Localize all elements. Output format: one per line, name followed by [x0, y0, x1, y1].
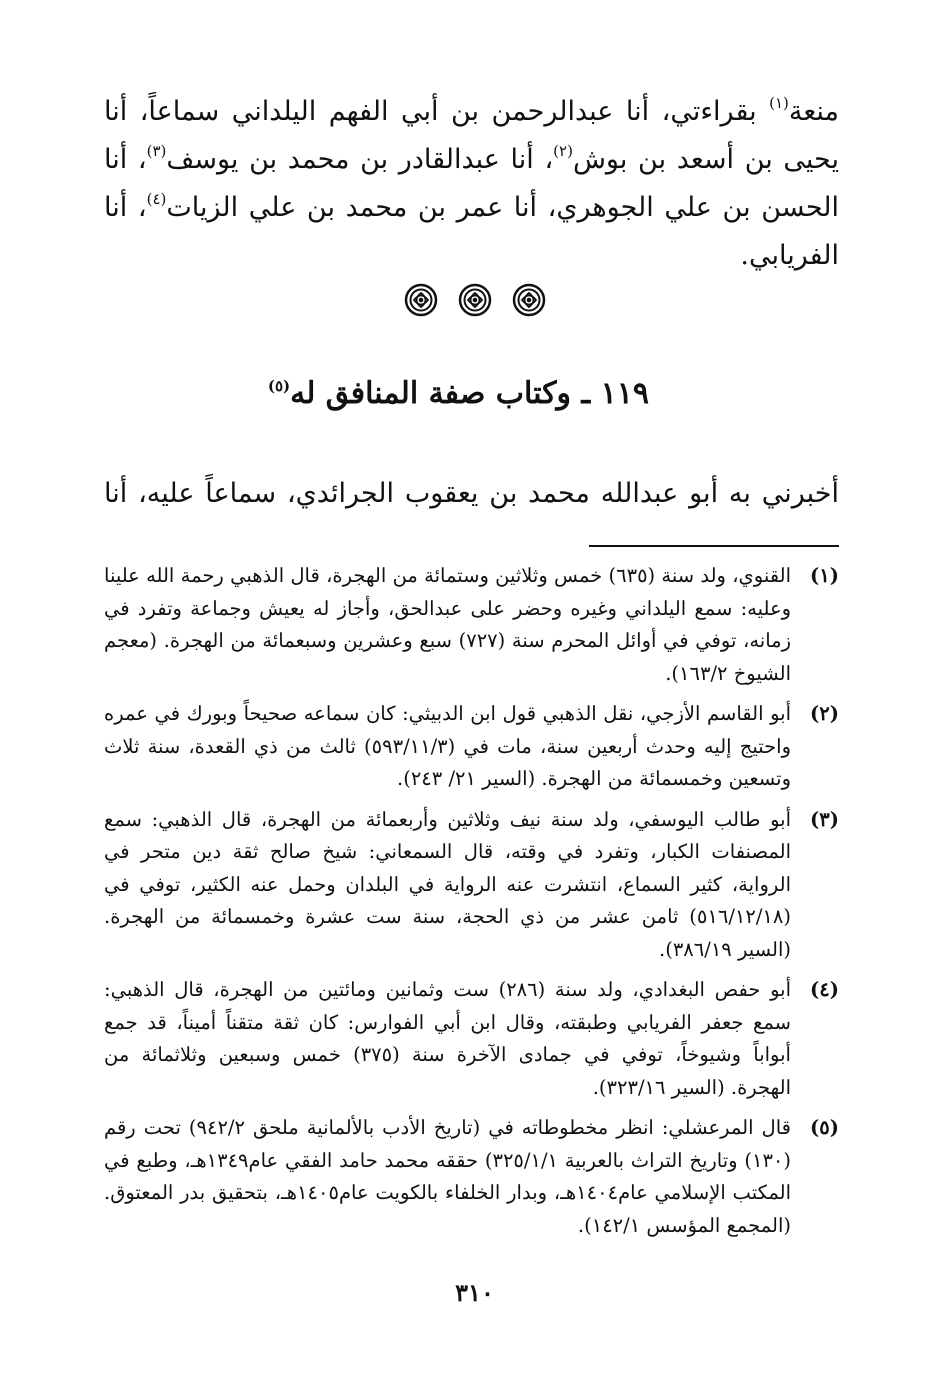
footnote-ref[interactable]: (٢) — [553, 142, 573, 160]
text-run: ، أنا الفريابي. — [104, 192, 839, 271]
footnote-ref[interactable]: (٣) — [146, 142, 167, 160]
footnote-2 — [104, 698, 839, 796]
footnote-number: (٢) — [810, 702, 839, 725]
text-run: منعة — [788, 96, 839, 127]
main-text-block — [104, 88, 839, 280]
section-divider — [0, 283, 949, 317]
footnote-text: أبو حفص البغدادي، ولد سنة (٢٨٦) ست وثمانين ومائتين من الهجرة، قال الذهبي: سمع جعفر الفريابي وطبقته، وقال ابن أبي الفوارس: كان ثقة متقناً أميناً، قد جمع أبواباً وشيوخاً، توفي في جمادى الآخرة سنة (٣٧٥) خمس وسبعين وثلاثمائة من الهجرة. (السير ٣٢٣/١٦). — [104, 978, 791, 1099]
ornament-icon — [512, 283, 546, 317]
footnote-ref[interactable]: (١) — [769, 94, 789, 112]
intro-line: أخبرني به أبو عبدالله محمد بن يعقوب الجرائدي، سماعاً عليه، أنا — [104, 478, 839, 509]
footnote-3 — [104, 804, 839, 967]
page-number: ٣١٠ — [455, 1278, 494, 1307]
footnote-5 — [104, 1112, 839, 1242]
footnote-1 — [104, 560, 839, 690]
footnotes-block — [104, 560, 839, 1250]
ornament-icon — [458, 283, 492, 317]
text-run: بقراءتي، أنا عبدالرحمن بن أبي الفهم اليلداني سماعاً، أنا يحيى بن أسعد بن بوش — [104, 96, 840, 175]
footnote-number: (٤) — [810, 978, 839, 1001]
text-run: ، أنا الحسن بن علي الجوهري، أنا عمر بن محمد بن علي الزيات — [104, 144, 839, 223]
text-run: ، أنا عبدالقادر بن محمد بن يوسف — [166, 144, 554, 175]
footnote-text: القنوي، ولد سنة (٦٣٥) خمس وثلاثين وستمائة من الهجرة، قال الذهبي رحمة الله علينا وعليه: سمع اليلداني وغيره وحضر على عبدالحق، وأجاز له يعيش وجماعة وتفرد في زمانه، توفي في أوائل المحرم سنة (٧٢٧) سبع وعشرين وسبعمائة من الهجرة. (معجم الشيوخ ١٦٣/٢). — [104, 564, 792, 685]
footnote-number: (١) — [810, 564, 839, 587]
section-heading-text: ١١٩ ـ وكتاب صفة المنافق له — [290, 376, 649, 411]
section-heading — [268, 370, 649, 418]
footnote-number: (٣) — [810, 807, 839, 831]
footnote-text: أبو طالب اليوسفي، ولد سنة نيف وثلاثين وأربعمائة من الهجرة، قال الذهبي: سمع المصنفات الكبار، وتفرد في وقته، قال السمعاني: شيخ صالح ثقة دين متحر في الرواية، كثير السماع، انتشرت عنه الرواية في البلدان وحمل عنه الكثير، توفي في (٥١٦/١٢/١٨) ثامن عشر من ذي الحجة، سنة ست عشرة وخمسمائة من الهجرة. (السير ٣٨٦/١٩). — [104, 807, 791, 961]
footnote-number: (٥) — [810, 1116, 839, 1139]
footnote-ref[interactable]: (٤) — [146, 190, 167, 208]
footnote-4 — [104, 974, 839, 1104]
ornament-icon — [404, 283, 438, 317]
footnote-text: أبو القاسم الأزجي، نقل الذهبي قول ابن الدبيثي: كان سماعه صحيحاً وبورك في عمره واحتيج إليه وحدث أربعين سنة، مات في (٥٩٣/١١/٣) ثالث من ذي القعدة، سنة ثلاث وتسعين وخمسمائة من الهجرة. (السير ٢١/ ٢٤٣). — [104, 702, 791, 790]
main-paragraph — [104, 88, 839, 280]
footnote-ref[interactable]: (٥) — [267, 377, 291, 395]
footnote-text: قال المرعشلي: انظر مخطوطاته في (تاريخ الأدب بالألمانية ملحق ٩٤٢/٢) تحت رقم (١٣٠) وتاريخ التراث بالعربية ٣٢٥/١/١) حققه محمد حامد الفقي عام١٣٤٩هـ، وطبع في المكتب الإسلامي عام١٤٠٤هـ، وبدار الخلفاء بالكويت عام١٤٠٥هـ، بتحقيق بدر المعتوق. (المجمع المؤسس ١٤٢/١). — [104, 1116, 791, 1237]
footnote-separator — [589, 545, 839, 547]
